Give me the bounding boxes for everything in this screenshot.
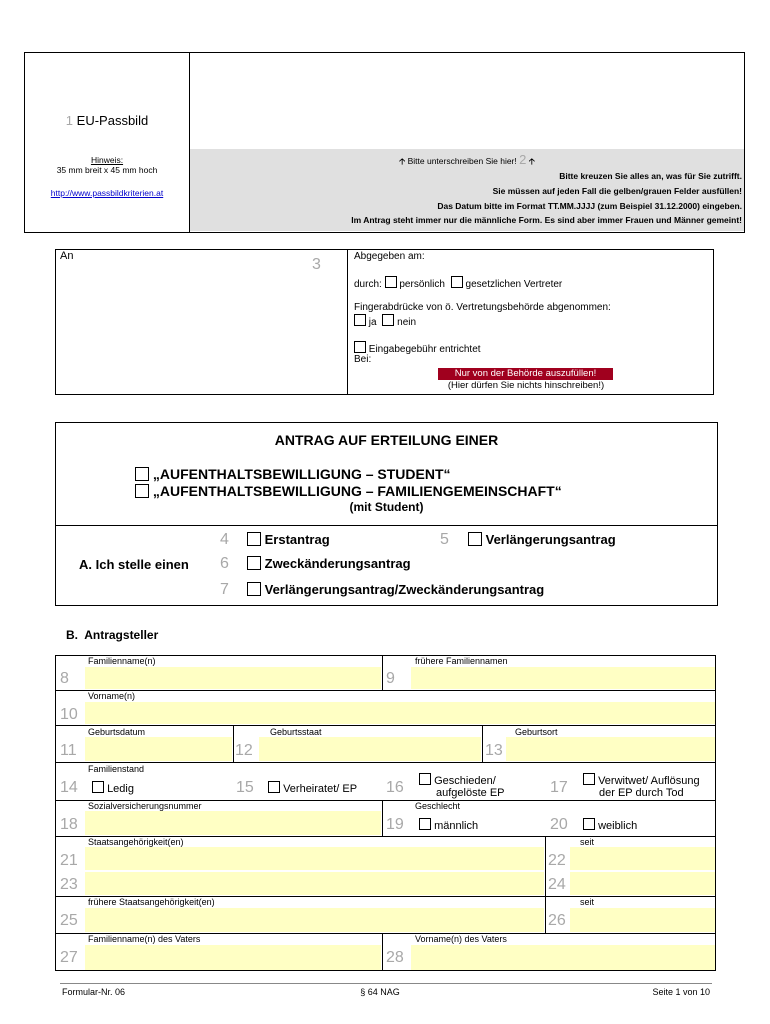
field-number: 14 (60, 779, 78, 796)
father-surname-label: Familienname(n) des Vaters (88, 934, 201, 944)
field-number: 8 (60, 670, 69, 687)
birth-place-label: Geburtsort (515, 727, 558, 737)
authority-only-banner: Nur von der Behörde auszufüllen! (438, 368, 613, 380)
field-number: 16 (386, 779, 404, 796)
fingerprints-yes-checkbox[interactable] (354, 314, 366, 326)
student-checkbox[interactable] (135, 467, 149, 481)
divorced-label-2: aufgelöste EP (436, 787, 505, 799)
father-first-label: Vorname(n) des Vaters (415, 934, 507, 944)
first-application-checkbox[interactable] (247, 532, 261, 546)
first-application-row (247, 532, 330, 547)
application-title-box (55, 422, 718, 606)
field-number: 1 (65, 113, 74, 128)
field-number: 4 (220, 531, 229, 548)
nationality-input-1[interactable] (85, 847, 544, 870)
field-number: 28 (386, 949, 404, 966)
change-purpose-checkbox[interactable] (247, 556, 261, 570)
footer-rule (60, 983, 712, 984)
fee-row (354, 341, 481, 355)
renewal-change-checkbox[interactable] (247, 582, 261, 596)
field-number: 17 (550, 779, 568, 796)
field-number: 5 (440, 531, 449, 548)
family-label: „AUFENTHALTSBEWILLIGUNG – FAMILIENGEMEINSCHAFT“ (152, 483, 562, 499)
field-number: 11 (60, 742, 77, 759)
field-number: 25 (60, 912, 78, 929)
submitted-label: Abgegeben am: (354, 251, 425, 262)
former-nationality-label: frühere Staatsangehörigkeit(en) (88, 897, 215, 907)
nationality-since-input-1[interactable] (570, 847, 715, 870)
arrow-up-icon: 🡡 (528, 156, 535, 166)
instruction-panel (190, 149, 744, 231)
hint-title: Hinweis: (90, 155, 124, 165)
personal-label: persönlich (399, 279, 445, 290)
form-number: Formular-Nr. 06 (62, 987, 126, 997)
married-row (268, 781, 357, 795)
male-row (419, 818, 478, 832)
renewal-change-row (247, 582, 544, 597)
section-a-label: A. Ich stelle einen (79, 557, 189, 572)
cell-divider (382, 933, 383, 971)
hint-size: 35 mm breit x 45 mm hoch (56, 165, 158, 175)
family-checkbox[interactable] (135, 484, 149, 498)
cell-divider (382, 655, 383, 690)
field-number: 20 (550, 816, 568, 833)
first-names-label: Vorname(n) (88, 691, 136, 701)
fee-label: Eingabegebühr entrichtet (368, 344, 481, 355)
field-number: 18 (60, 816, 78, 833)
row-divider (55, 690, 716, 691)
change-purpose-label: Zweckänderungsantrag (264, 556, 411, 571)
cell-divider (382, 800, 383, 836)
field-number: 10 (60, 706, 78, 723)
instruction-line: Im Antrag steht immer nur die männliche Form. Es sind aber immer Frauen und Männer gemeint! (351, 215, 742, 225)
page-number: Seite 1 von 10 (652, 987, 710, 997)
widowed-row (583, 773, 700, 787)
birth-country-input[interactable] (259, 737, 481, 761)
field-number: 6 (220, 555, 229, 572)
father-first-input[interactable] (411, 945, 715, 970)
birth-country-label: Geburtsstaat (270, 727, 322, 737)
former-surnames-input[interactable] (411, 667, 715, 689)
legal-rep-checkbox[interactable] (451, 276, 463, 288)
field-number: 12 (235, 742, 253, 759)
marital-status-label: Familienstand (88, 764, 145, 774)
instruction-line: Sie müssen auf jeden Fall die gelben/grauen Felder ausfüllen! (492, 186, 742, 196)
former-surnames-label: frühere Familiennamen (415, 656, 508, 666)
fee-checkbox[interactable] (354, 341, 366, 353)
delivery-row (354, 276, 562, 290)
row-divider (55, 725, 716, 726)
title-divider (55, 525, 718, 526)
field-number: 23 (60, 876, 78, 893)
renewal-change-label: Verlängerungsantrag/Zweckänderungsantrag (264, 582, 545, 597)
married-label: Verheiratet/ EP (283, 783, 358, 795)
nationality-label: Staatsangehörigkeit(en) (88, 837, 184, 847)
male-label: männlich (434, 820, 479, 832)
single-checkbox[interactable] (92, 781, 104, 793)
female-checkbox[interactable] (583, 818, 595, 830)
first-application-label: Erstantrag (264, 532, 330, 547)
father-surname-input[interactable] (85, 945, 381, 970)
female-label: weiblich (598, 820, 638, 832)
change-purpose-row (247, 556, 411, 571)
single-row (92, 781, 134, 795)
section-b-heading: B. Antragsteller (66, 628, 159, 642)
cell-divider (545, 836, 546, 896)
former-nationality-since-input[interactable] (570, 908, 715, 932)
fingerprints-no-checkbox[interactable] (382, 314, 394, 326)
first-names-input[interactable] (85, 702, 715, 724)
field-number: 21 (60, 852, 78, 869)
no-label: nein (397, 317, 417, 328)
legal-rep-label: gesetzlichen Vertreter (465, 279, 563, 290)
fingerprints-label: Fingerabdrücke von ö. Vertretungsbehörde abgenommen: (354, 302, 611, 313)
field-number: 2 (519, 152, 527, 167)
surname-label: Familienname(n) (88, 656, 156, 666)
option-student-row (135, 466, 451, 482)
field-number: 15 (236, 779, 254, 796)
male-checkbox[interactable] (419, 818, 431, 830)
divorced-checkbox[interactable] (419, 773, 431, 785)
field-number: 3 (312, 256, 321, 273)
single-label: Ledig (107, 783, 134, 795)
ssn-input[interactable] (85, 811, 381, 835)
field-number: 27 (60, 949, 78, 966)
student-label: „AUFENTHALTSBEWILLIGUNG – STUDENT“ (152, 466, 451, 482)
cell-divider (233, 725, 234, 762)
ssn-label: Sozialversicherungsnummer (88, 801, 202, 811)
cell-divider (545, 896, 546, 933)
yes-label: ja (368, 317, 377, 328)
since-label: seit (580, 837, 595, 847)
divorced-label: Geschieden/ (434, 775, 496, 787)
at-label: Bei: (354, 354, 372, 365)
female-row (583, 818, 637, 832)
former-nationality-input[interactable] (85, 908, 544, 932)
field-number: 24 (548, 876, 566, 893)
field-number: 7 (220, 581, 229, 598)
no-write-note: (Hier dürfen Sie nichts hinschreiben!) (447, 380, 605, 391)
widowed-checkbox[interactable] (583, 773, 595, 785)
photo-label: EU-Passbild (76, 113, 149, 128)
fingerprints-row (354, 314, 416, 328)
authority-divider (347, 249, 348, 395)
instruction-line: Bitte kreuzen Sie alles an, was für Sie zutrifft. (559, 171, 742, 181)
renewal-row (468, 532, 616, 547)
widowed-label: Verwitwet/ Auflösung (598, 775, 700, 787)
married-checkbox[interactable] (268, 781, 280, 793)
instruction-line: Das Datum bitte im Format TT.MM.JJJJ (zum Beispiel 31.12.2000) eingeben. (437, 201, 742, 211)
sign-here-text: Bitte unterschreiben Sie hier! (407, 156, 517, 166)
nationality-since-input-2[interactable] (570, 872, 715, 895)
field-number: 19 (386, 816, 404, 833)
hint-link[interactable]: http://www.passbildkriterien.at (50, 188, 164, 198)
surname-input[interactable] (85, 667, 381, 689)
application-heading: ANTRAG AUF ERTEILUNG EINER (274, 432, 499, 448)
personal-checkbox[interactable] (385, 276, 397, 288)
renewal-checkbox[interactable] (468, 532, 482, 546)
row-divider (55, 762, 716, 763)
arrow-up-icon: 🡡 (399, 156, 406, 166)
law-reference: § 64 NAG (360, 987, 400, 997)
since-label: seit (580, 897, 595, 907)
birth-date-label: Geburtsdatum (88, 727, 146, 737)
renewal-label: Verlängerungsantrag (485, 532, 616, 547)
delivery-by-label: durch: (354, 279, 382, 290)
cell-divider (482, 725, 483, 762)
divorced-row (419, 773, 496, 787)
family-sub-label: (mit Student) (349, 500, 424, 514)
field-number: 13 (485, 742, 503, 759)
field-number: 26 (548, 912, 566, 929)
widowed-label-2: der EP durch Tod (599, 787, 684, 799)
passport-photo-box[interactable] (25, 53, 189, 232)
birth-date-input[interactable] (85, 737, 232, 761)
birth-place-input[interactable] (506, 737, 715, 761)
addressee-label: An (60, 250, 74, 262)
sex-label: Geschlecht (415, 801, 461, 811)
signature-area[interactable] (190, 53, 744, 149)
option-family-row (135, 483, 562, 499)
field-number: 22 (548, 852, 566, 869)
nationality-input-2[interactable] (85, 872, 544, 895)
field-number: 9 (386, 670, 395, 687)
